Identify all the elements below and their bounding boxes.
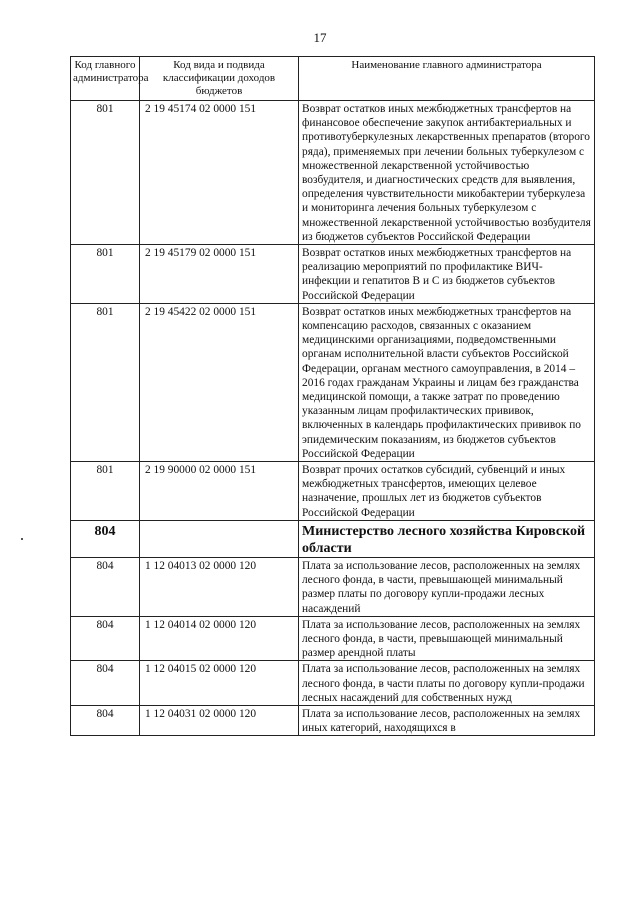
admin-name-cell: Министерство лесного хозяйства Кировской области — [299, 520, 595, 557]
admin-code-cell: 801 — [71, 245, 140, 304]
revenue-administrators-table — [70, 56, 595, 736]
admin-code-cell: 804 — [71, 616, 140, 661]
table-row — [71, 101, 595, 245]
admin-name-cell: Возврат остатков иных межбюджетных трансфертов на реализацию мероприятий по профилактике ВИЧ-инфекции и гепатитов В и С из бюджетов субъектов Российской Федерации — [299, 245, 595, 304]
admin-name-cell: Плата за использование лесов, расположенных на землях иных категорий, находящихся в — [299, 705, 595, 735]
header-classification-code: Код вида и подвида классификации доходов бюджетов — [140, 57, 299, 101]
page-number: 17 — [313, 30, 327, 45]
table-row — [71, 557, 595, 616]
classification-code-cell: 2 19 45179 02 0000 151 — [140, 245, 299, 304]
admin-code-cell: 801 — [71, 462, 140, 521]
header-admin-code: Код главного администратора — [71, 57, 140, 101]
classification-code-cell: 1 12 04031 02 0000 120 — [140, 705, 299, 735]
table-row — [71, 705, 595, 735]
table-row — [71, 462, 595, 521]
classification-code-cell: 1 12 04014 02 0000 120 — [140, 616, 299, 661]
scan-speck — [21, 538, 23, 540]
section-row — [71, 520, 595, 557]
classification-code-cell: 2 19 45422 02 0000 151 — [140, 303, 299, 461]
admin-name-cell: Возврат остатков иных межбюджетных трансфертов на финансовое обеспечение закупок антибактериальных и противотуберкулезных лекарственных препаратов (второго ряда), применяемых при лечении больных туберкулезом с множественной лекарственной устойчивостью возбудителя, и диагностических средств для выявления, определения чувствительности микобактерии туберкулеза и мониторинга лечения больных туберкулезом с множественной лекарственной устойчивостью возбудителя из бюджетов субъектов Российской Федерации — [299, 101, 595, 245]
admin-name-cell: Возврат остатков иных межбюджетных трансфертов на компенсацию расходов, связанных с оказанием медицинскими организациями, подведомственными органам исполнительной власти субъектов Российской Федерации, органам местного самоуправления, в 2014 – 2016 годах гражданам Украины и лицам без гражданства медицинской помощи, а также затрат по проведению указанным лицам профилактических прививок, включенных в календарь профилактических прививок по эпидемическим показаниям, из бюджетов субъектов Российской Федерации — [299, 303, 595, 461]
table-row — [71, 303, 595, 461]
admin-name-cell: Плата за использование лесов, расположенных на землях лесного фонда, в части, превышающей минимальный размер платы по договору купли-продажи лесных насаждений — [299, 557, 595, 616]
admin-name-cell: Плата за использование лесов, расположенных на землях лесного фонда, в части платы по договору купли-продажи лесных насаждений для собственных нужд — [299, 661, 595, 706]
admin-code-cell: 801 — [71, 101, 140, 245]
table-body — [71, 101, 595, 736]
table-row — [71, 661, 595, 706]
admin-name-cell: Плата за использование лесов, расположенных на землях лесного фонда, в части, превышающей минимальный размер арендной платы — [299, 616, 595, 661]
header-admin-name: Наименование главного администратора — [299, 57, 595, 101]
admin-code-cell: 804 — [71, 705, 140, 735]
admin-code-cell: 804 — [71, 557, 140, 616]
classification-code-cell: 1 12 04013 02 0000 120 — [140, 557, 299, 616]
classification-code-cell: 2 19 90000 02 0000 151 — [140, 462, 299, 521]
admin-code-cell: 804 — [71, 520, 140, 557]
classification-code-cell — [140, 520, 299, 557]
classification-code-cell: 2 19 45174 02 0000 151 — [140, 101, 299, 245]
admin-code-cell: 804 — [71, 661, 140, 706]
table-header-row — [71, 57, 595, 101]
admin-name-cell: Возврат прочих остатков субсидий, субвенций и иных межбюджетных трансфертов, имеющих целевое назначение, прошлых лет из бюджетов субъектов Российской Федерации — [299, 462, 595, 521]
admin-code-cell: 801 — [71, 303, 140, 461]
table-row — [71, 245, 595, 304]
table-row — [71, 616, 595, 661]
classification-code-cell: 1 12 04015 02 0000 120 — [140, 661, 299, 706]
